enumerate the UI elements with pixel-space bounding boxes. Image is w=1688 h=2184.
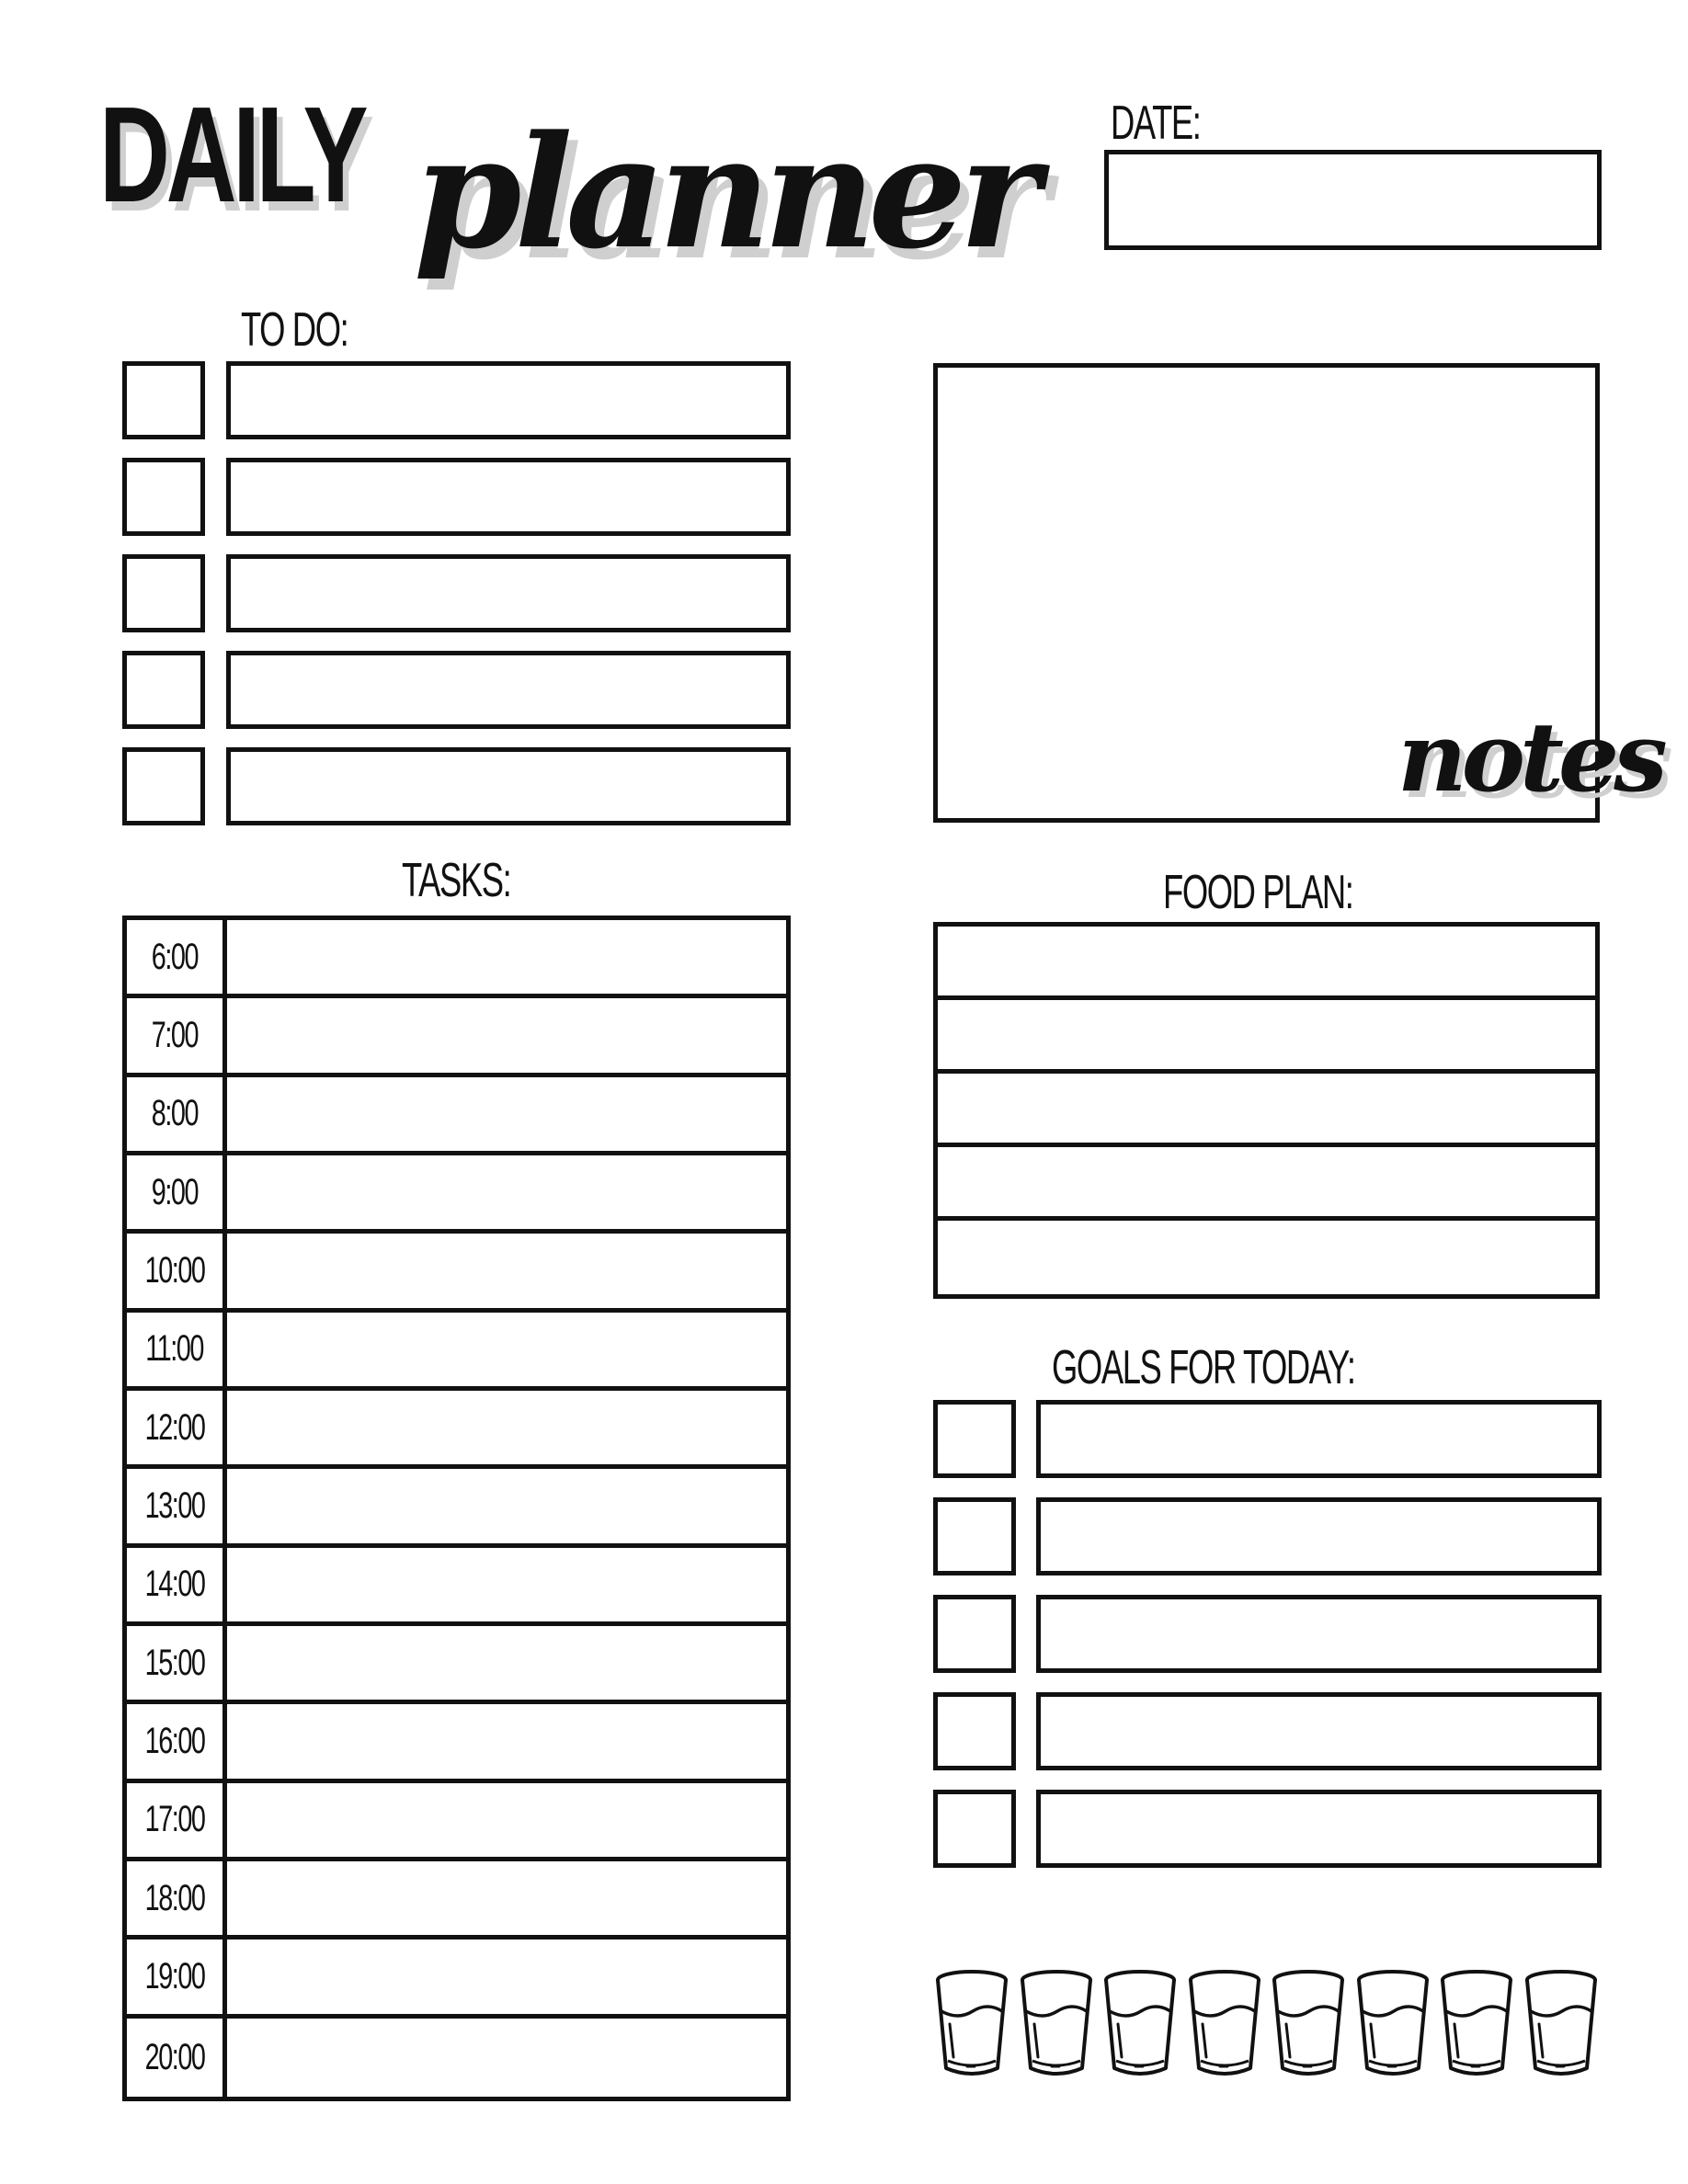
task-time-label: 13:00 bbox=[144, 1484, 205, 1526]
task-time-label: 15:00 bbox=[144, 1642, 205, 1683]
todo-checkbox[interactable] bbox=[122, 458, 205, 536]
todo-item-field[interactable] bbox=[226, 458, 791, 536]
task-entry-field[interactable] bbox=[227, 1234, 786, 1307]
goal-checkbox[interactable] bbox=[933, 1692, 1016, 1770]
water-glass-icon[interactable] bbox=[1439, 1969, 1514, 2081]
title-daily: DAILY bbox=[99, 79, 365, 231]
task-entry-field[interactable] bbox=[227, 1469, 786, 1542]
task-time-cell bbox=[127, 1861, 222, 1935]
task-entry-field[interactable] bbox=[227, 1626, 786, 1700]
task-row bbox=[127, 1155, 786, 1234]
task-entry-field[interactable] bbox=[227, 1939, 786, 2013]
task-row bbox=[127, 1391, 786, 1469]
food-plan-label: FOOD PLAN: bbox=[1163, 866, 1353, 919]
task-time-cell bbox=[127, 1548, 222, 1621]
task-time-cell bbox=[127, 1155, 222, 1229]
task-time-cell bbox=[127, 2019, 222, 2097]
water-glass-icon[interactable] bbox=[1187, 1969, 1262, 2081]
notes-label: notes bbox=[1397, 700, 1662, 813]
task-time-label: 10:00 bbox=[144, 1249, 205, 1291]
task-row bbox=[127, 2019, 786, 2097]
food-plan-row[interactable] bbox=[938, 1000, 1595, 1074]
goal-item-field[interactable] bbox=[1036, 1790, 1602, 1868]
task-row bbox=[127, 1939, 786, 2018]
goal-item-field[interactable] bbox=[1036, 1400, 1602, 1478]
task-entry-field[interactable] bbox=[227, 1548, 786, 1621]
food-plan-table bbox=[933, 922, 1600, 1299]
goal-item-field[interactable] bbox=[1036, 1692, 1602, 1770]
task-entry-field[interactable] bbox=[227, 1155, 786, 1229]
water-glass-icon[interactable] bbox=[1019, 1969, 1094, 2081]
task-time-label: 9:00 bbox=[151, 1171, 199, 1212]
task-row bbox=[127, 1469, 786, 1547]
goal-checkbox[interactable] bbox=[933, 1497, 1016, 1575]
task-time-cell bbox=[127, 1234, 222, 1307]
todo-item-field[interactable] bbox=[226, 651, 791, 729]
task-row bbox=[127, 1783, 786, 1861]
food-plan-row[interactable] bbox=[938, 1221, 1595, 1294]
task-time-cell bbox=[127, 920, 222, 994]
task-time-cell bbox=[127, 1939, 222, 2013]
todo-item-field[interactable] bbox=[226, 554, 791, 632]
task-time-cell bbox=[127, 1391, 222, 1464]
task-row bbox=[127, 1313, 786, 1391]
task-time-cell bbox=[127, 1626, 222, 1700]
task-entry-field[interactable] bbox=[227, 920, 786, 994]
task-time-cell bbox=[127, 1469, 222, 1542]
todo-label: TO DO: bbox=[241, 303, 348, 357]
date-label: DATE: bbox=[1111, 97, 1201, 150]
task-entry-field[interactable] bbox=[227, 998, 786, 1072]
todo-checkbox[interactable] bbox=[122, 747, 205, 825]
task-time-label: 7:00 bbox=[151, 1014, 199, 1055]
goal-checkbox[interactable] bbox=[933, 1400, 1016, 1478]
task-time-label: 14:00 bbox=[144, 1564, 205, 1605]
water-glass-icon[interactable] bbox=[1355, 1969, 1431, 2081]
water-glass-icon[interactable] bbox=[934, 1969, 1009, 2081]
task-row bbox=[127, 998, 786, 1076]
task-entry-field[interactable] bbox=[227, 1077, 786, 1151]
task-time-cell bbox=[127, 998, 222, 1072]
task-time-label: 12:00 bbox=[144, 1406, 205, 1448]
todo-checkbox[interactable] bbox=[122, 651, 205, 729]
task-row bbox=[127, 1548, 786, 1626]
goals-label: GOALS FOR TODAY: bbox=[1052, 1341, 1355, 1394]
task-row bbox=[127, 920, 786, 998]
task-entry-field[interactable] bbox=[227, 1861, 786, 1935]
task-entry-field[interactable] bbox=[227, 1391, 786, 1464]
title-planner: planner bbox=[414, 101, 1033, 283]
task-time-label: 17:00 bbox=[144, 1799, 205, 1840]
task-row bbox=[127, 1704, 786, 1782]
task-time-label: 18:00 bbox=[144, 1877, 205, 1918]
task-time-label: 11:00 bbox=[145, 1328, 204, 1370]
water-glass-icon[interactable] bbox=[1102, 1969, 1178, 2081]
date-field[interactable] bbox=[1104, 150, 1602, 250]
task-time-label: 20:00 bbox=[144, 2036, 205, 2077]
task-time-cell bbox=[127, 1313, 222, 1386]
food-plan-row[interactable] bbox=[938, 927, 1595, 1000]
tasks-schedule-table bbox=[122, 916, 791, 2101]
food-plan-row[interactable] bbox=[938, 1074, 1595, 1147]
water-glass-icon[interactable] bbox=[1523, 1969, 1599, 2081]
task-row bbox=[127, 1234, 786, 1312]
todo-checkbox[interactable] bbox=[122, 554, 205, 632]
todo-checkbox[interactable] bbox=[122, 361, 205, 439]
task-row bbox=[127, 1626, 786, 1704]
task-time-cell bbox=[127, 1077, 222, 1151]
task-time-label: 8:00 bbox=[151, 1093, 199, 1134]
food-plan-row[interactable] bbox=[938, 1147, 1595, 1221]
tasks-label: TASKS: bbox=[402, 854, 511, 907]
task-time-label: 16:00 bbox=[144, 1720, 205, 1761]
todo-item-field[interactable] bbox=[226, 361, 791, 439]
task-entry-field[interactable] bbox=[227, 2019, 786, 2097]
task-time-cell bbox=[127, 1704, 222, 1778]
goal-checkbox[interactable] bbox=[933, 1595, 1016, 1673]
task-entry-field[interactable] bbox=[227, 1783, 786, 1857]
task-time-label: 6:00 bbox=[151, 936, 199, 977]
water-glass-icon[interactable] bbox=[1271, 1969, 1346, 2081]
task-time-label: 19:00 bbox=[144, 1955, 205, 1996]
goal-item-field[interactable] bbox=[1036, 1595, 1602, 1673]
task-time-cell bbox=[127, 1783, 222, 1857]
goal-item-field[interactable] bbox=[1036, 1497, 1602, 1575]
task-row bbox=[127, 1861, 786, 1939]
goal-checkbox[interactable] bbox=[933, 1790, 1016, 1868]
task-entry-field[interactable] bbox=[227, 1704, 786, 1778]
task-entry-field[interactable] bbox=[227, 1313, 786, 1386]
task-row bbox=[127, 1077, 786, 1155]
todo-item-field[interactable] bbox=[226, 747, 791, 825]
